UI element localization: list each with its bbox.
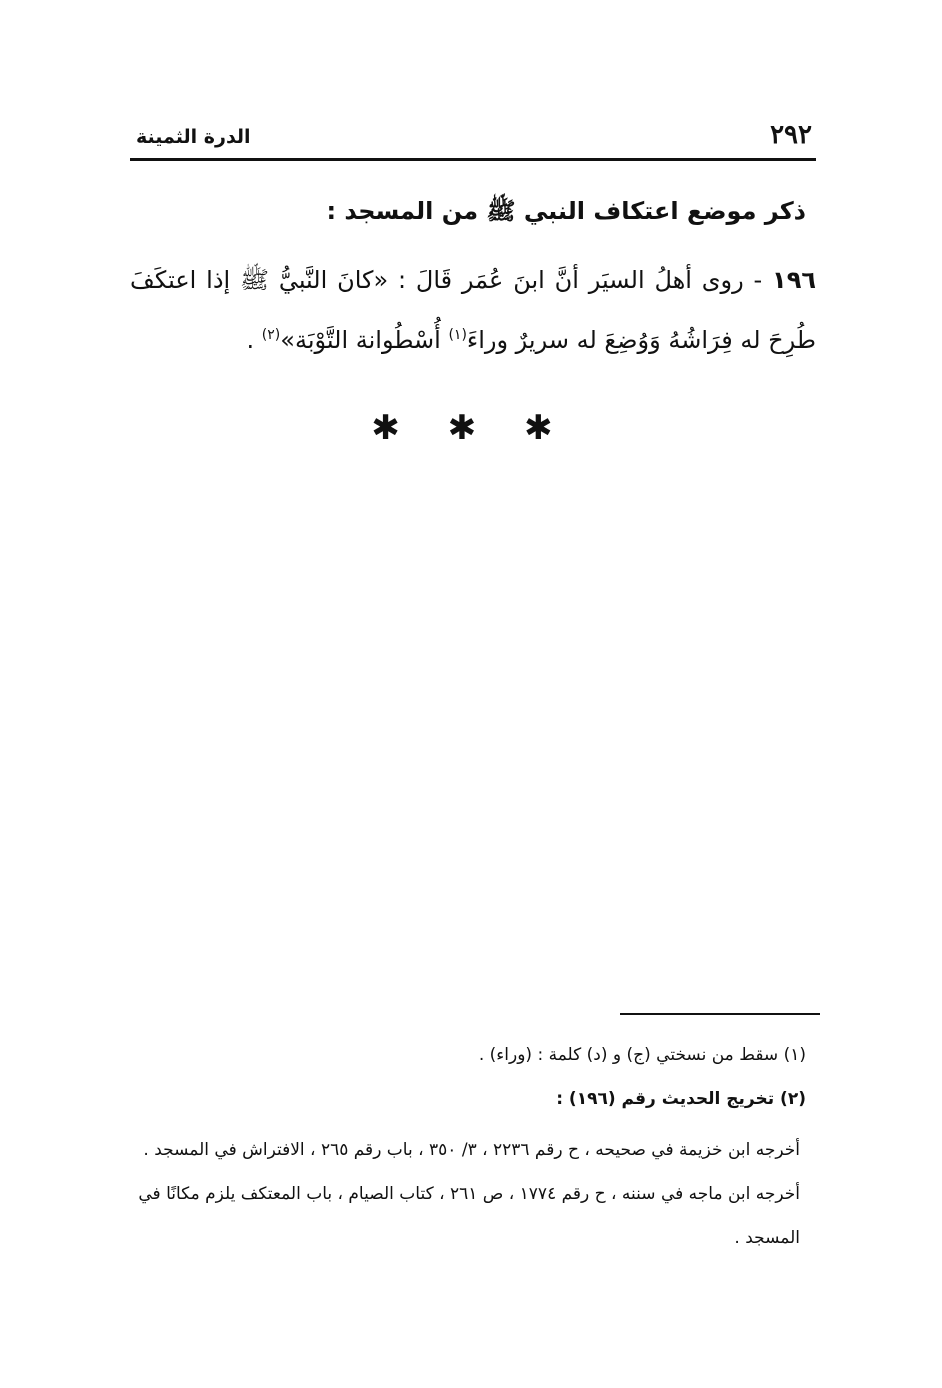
hadith-end-punct: . — [246, 326, 262, 354]
section-heading: ذكر موضع اعتكاف النبي ﷺ من المسجد : — [326, 197, 806, 225]
footnotes — [126, 1040, 806, 1260]
footnote-2-title: (٢) تخريج الحديث رقم (١٩٦) : — [556, 1089, 806, 1109]
footnote-divider — [620, 1013, 820, 1015]
hadith-paragraph — [130, 250, 816, 370]
page-header — [130, 118, 816, 161]
running-title: الدرة الثمينة — [136, 126, 251, 148]
footnote-marker-2[interactable]: (٢) — [261, 327, 281, 343]
page-number: ٢٩٢ — [770, 120, 812, 150]
hadith-number: ١٩٦ — [772, 266, 816, 294]
footnote-2-line2: أخرجه ابن ماجه في سننه ، ح رقم ١٧٧٤ ، ص ٢٦١ ، كتاب الصيام ، باب المعتكف يلزم مكانًا في المسجد . — [138, 1184, 800, 1248]
footnote-1: (١) سقط من نسختي (ج) و (د) كلمة : (وراء) . — [478, 1045, 806, 1065]
footnote-2-line1: أخرجه ابن خزيمة في صحيحه ، ح رقم ٢٢٣٦ ، ٣/ ٣٥٠ ، باب رقم ٢٦٥ ، الافتراش في المسجد . — [143, 1140, 800, 1160]
hadith-text-part2: أُسْطُوانة التَّوْبَة» — [280, 326, 449, 354]
hadith-text-part1: - روى أهلُ السيَر أنَّ ابنَ عُمَر قَالَ : «كانَ النَّبيُّ ﷺ إذا اعتكَفَ طُرِحَ له فِرَاشُهُ وَوُضِعَ له سريرٌ وراءَ — [130, 266, 816, 354]
footnote-marker-1[interactable]: (١) — [448, 327, 467, 343]
section-separator-stars: ✱ ✱ ✱ — [371, 408, 571, 448]
